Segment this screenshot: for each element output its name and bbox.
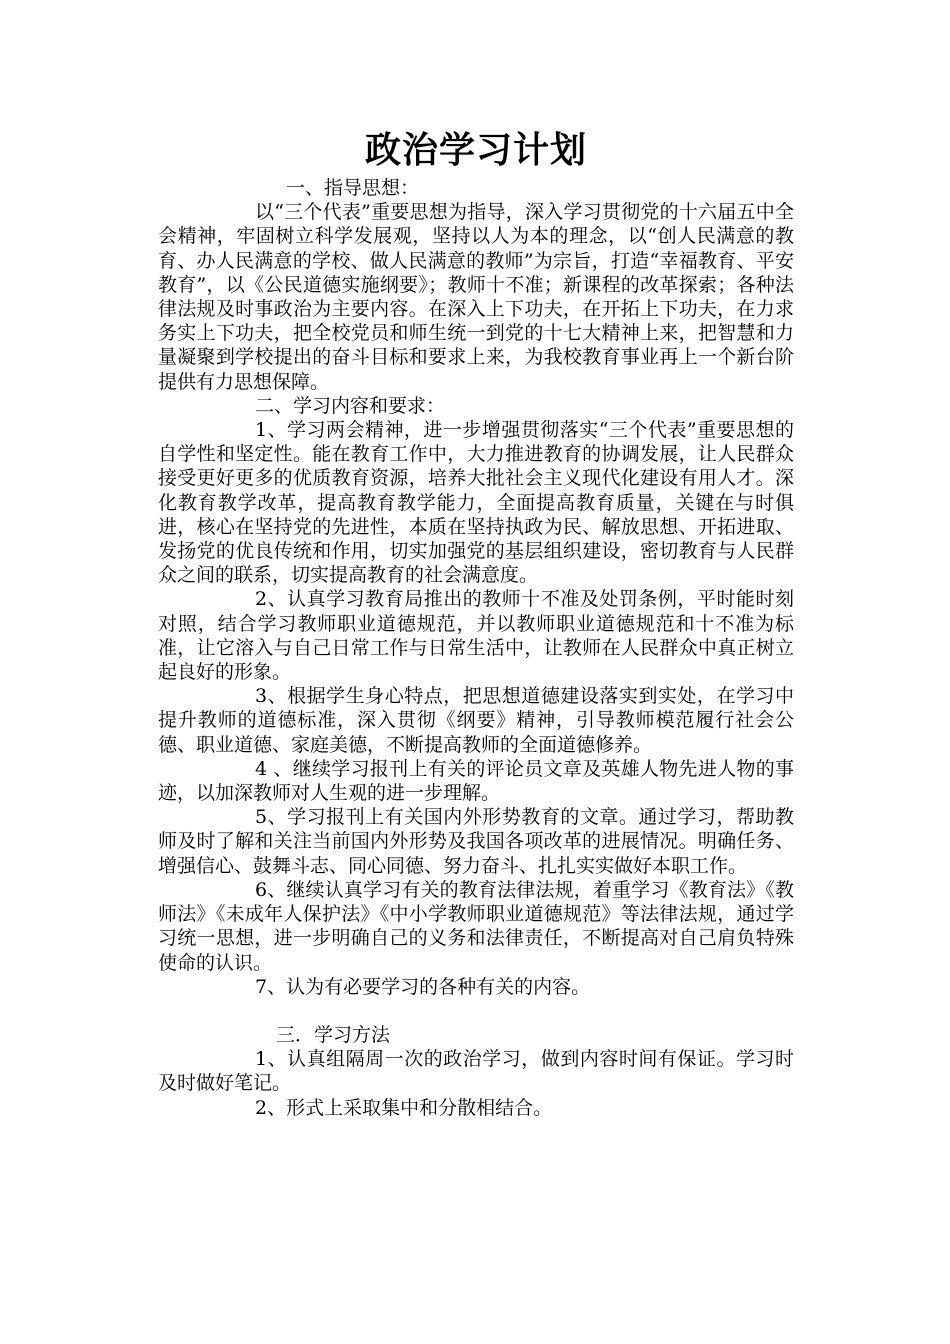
list-item-content-7: 7、认为有必要学习的各种有关的内容。 bbox=[255, 975, 591, 998]
list-item-content-4: 4 、继续学习报刊上有关的评论员文章及英雄人物先进人物的事迹，以加深教师对人生观的进一步理解。 bbox=[158, 757, 794, 805]
section-heading-guiding-ideology: 一、指导思想： bbox=[286, 177, 420, 199]
list-item-content-2: 2、认真学习教育局推出的教师十不准及处罚条例，平时能时刻对照，结合学习教师职业道德规范，并以教师职业道德规范和十不准为标准，让它溶入与自己日常工作与日常生活中，让教师在人民群众中真正树立起良好的形象。 bbox=[158, 588, 794, 684]
list-item-content-6: 6、继续认真学习有关的教育法律法规，着重学习《教育法》《教师法》《未成年人保护法》《中小学教师职业道德规范》等法律法规，通过学习统一思想，进一步明确自己的义务和法律责任，不断提高对自己肩负特殊使命的认识。 bbox=[158, 878, 794, 974]
list-item-method-1: 1、认真组隔周一次的政治学习，做到内容时间有保证。学习时及时做好笔记。 bbox=[158, 1048, 794, 1095]
list-item-content-5: 5、学习报刊上有关国内外形势教育的文章。通过学习，帮助教师及时了解和关注当前国内外形势及我国各项改革的进展情况。明确任务、增强信心、鼓舞斗志、同心同德、努力奋斗、扎扎实实做好本职工作。 bbox=[158, 806, 794, 877]
section-heading-study-method: 三．学习方法 bbox=[276, 1023, 391, 1046]
list-item-method-2: 2、形式上采取集中和分散相结合。 bbox=[255, 1096, 553, 1119]
blank-line bbox=[158, 999, 794, 1023]
document-title: 政治学习计划 bbox=[364, 130, 587, 171]
paragraph-guiding-ideology: 以“三个代表”重要思想为指导，深入学习贯彻党的十六届五中全会精神，牢固树立科学发展观，坚持以人为本的理念，以“创人民满意的教育、办人民满意的学校、做人民满意的教师”为宗旨，打造“幸福教育、平安教育”，以《公民道德实施纲要》；教师十不准；新课程的改革探索；各种法律法规及时事政治为主要内容。在深入上下功夫，在开拓上下功夫，在力求务实上下功夫，把全校党员和师生统一到党的十七大精神上来，把智慧和力量凝聚到学校提出的奋斗目标和要求上来，为我校教育事业再上一个新台阶提供有力思想保障。 bbox=[158, 201, 794, 393]
list-item-content-3: 3、根据学生身心特点，把思想道德建设落实到实处，在学习中提升教师的道德标准，深入贯彻《纲要》精神，引导教师模范履行社会公德、职业道德、家庭美德，不断提高教师的全面道德修养。 bbox=[158, 685, 794, 756]
document-page bbox=[158, 128, 794, 1120]
list-item-content-1: 1、学习两会精神，进一步增强贯彻落实“三个代表”重要思想的自学性和坚定性。能在教育工作中，大力推进教育的协调发展，让人民群众接受更好更多的优质教育资源，培养大批社会主义现代化建设有用人才。深化教育教学改革，提高教育教学能力，全面提高教育质量，关键在与时俱进，核心在坚持党的先进性，本质在坚持执政为民、解放思想、开拓进取、发扬党的优良传统和作用，切实加强党的基层组织建设，密切教育与人民群众之间的联系，切实提高教育的社会满意度。 bbox=[158, 419, 794, 587]
section-heading-study-content: 二、学习内容和要求： bbox=[255, 394, 446, 417]
